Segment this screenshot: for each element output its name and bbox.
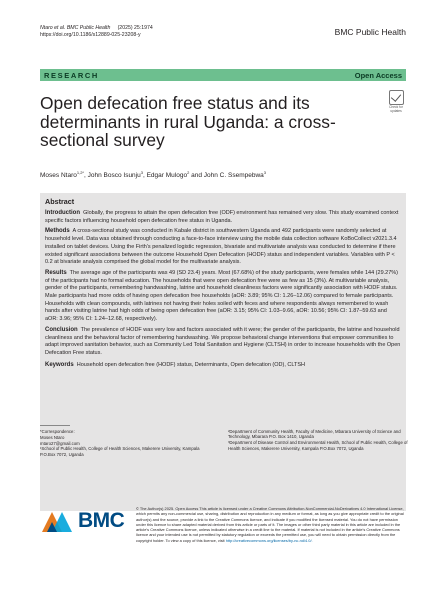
citation-header — [40, 25, 153, 39]
affiliation-2: ²Department of Community Health, Faculty of Medicine, Mbarara University of Science and Technology, Mbarara P.O. Box 1410, Uganda — [228, 428, 401, 440]
check-updates-icon — [389, 90, 404, 105]
article-title: Open defecation free status and its determinants in rural Uganda: a cross-sectional survey — [40, 93, 336, 150]
citation-author: Ntaro et al. BMC Public Health — [40, 25, 111, 31]
article-type-banner — [40, 69, 406, 81]
abstract-conclusion: Conclusion The prevalence of HODF was very low and factors associated with it were; the gender of the participants, the latrine and household cleanliness and the behavioral factor of remembering handwashing. We propose behavioral change interventions that empower communities to adapt improved sanitation behavior, such as Community Led Total Sanitation and Hygiene (CLTSH) in order to increase households with the Open Defecation Free status. — [45, 326, 401, 356]
author-name[interactable]: Edgar Mulogo — [146, 172, 188, 180]
abstract-box — [40, 193, 406, 511]
journal-name: BMC Public Health — [334, 27, 406, 37]
license-link[interactable]: http://creativecommons.org/licenses/by-nc-nd/4.0/. — [225, 537, 313, 543]
author-name[interactable]: Moses Ntaro — [40, 172, 77, 180]
correspondence-label: *Correspondence: — [40, 429, 75, 434]
correspondence-email[interactable]: mtaro27@gmail.com — [40, 440, 80, 446]
check-updates-badge[interactable] — [386, 90, 406, 113]
author-affil: 2 — [187, 170, 190, 175]
abstract-heading: Abstract — [45, 197, 75, 206]
abstract-results: Results The average age of the participants was 49 (SD 23.4) years. Most (67.68%) of the study participants, were females while 144 (29.27%) of the participants had no formal education. The households that were open defecation free were as few as 15 (3%). At multivariable analysis, gender of the participants, remembering handwashing, latrine and household cleanliness factors were significantly association with HODF status. Male participants had more odds of having open defecation free households (aOR: 3.89; 95% CI: 1.26–12.06) compared to female participants. Households with clean compounds, with latrines not having their holes soiled with feces and where respondents always remembered to wash hands after visiting latrine had high odds of being open defecation free (aOR: 3.15; 95% CI: 1.03–9.66, aOR: 10.56; 95% CI: 1.87–59.63 and aOR: 3.96; 95% CI: 1.24–12.68, respectively). — [45, 269, 398, 323]
author-list: Moses Ntaro$^{1,2*}$, John Bosco Isunju$^3$, Edgar Mulogo$^2$ and John C. Ssempebwa$^3$ — [40, 170, 266, 180]
correspondence-name: Moses Ntaro — [40, 434, 65, 440]
correspondence-footnote — [40, 425, 215, 458]
check-updates-label: Check for updates — [389, 105, 403, 113]
license-text: © The Author(s) 2025. Open Access This article is licensed under a Creative Commons Attribution-NonCommercial-NoDerivatives 4.0 International License, which permits any non-commercial use, sharing, distribution and reproduction in any medium or format, as long as you give appropriate credit to the original author(s) and the source, provide a link to the Creative Commons licence, and indicate if you modified the licensed material. You do not have permission under this licence to share adapted material derived from this article or parts of it. The images or other third party material in this article are included in the article’s Creative Commons licence, unless indicated otherwise in a credit line to the material. If material is not included in the article’s Creative Commons licence and your intended use is not permitted by statutory regulation or exceeds the permitted use, you will need to obtain permission directly from the copyright holder. To view a copy of this licence, visit — [136, 506, 404, 543]
author-affil: 3 — [263, 170, 266, 175]
author-name[interactable]: John Bosco Isunju — [87, 172, 141, 180]
author-name[interactable]: John C. Ssempebwa — [203, 172, 264, 180]
abstract-methods: Methods A cross-sectional study was conducted in Kabale district in southwestern Uganda and 492 participants were randomly selected at household level. Data was obtained through conducting a face-to-face interview using the mobile data collection software KoBoCollect v2021.3.4 installed on tablet devices. Using the Firth’s penalized logistic regression, bivariate and multivariate analysis was conducted to determine if there existed significant associations between the outcome Household Open Defecation (HODF) status and independent variables. Variables with P < 0.2 at bivariate analysis comprised the global model for the multivariate analysis. — [45, 228, 397, 266]
abstract-introduction: Introduction Globally, the progress to attain the open defecation free (ODF) environment has remained very slow. This study examined context specific factors influencing household open defecation free status in Uganda. — [45, 210, 399, 224]
affiliation-3: ³Department of Disease Control and Environmental Health, School of Public Health, College of Health Sciences, Makerere University, Kampala P.O.Box 7072, Uganda — [228, 440, 408, 451]
affiliation-1: ¹School of Public Health, College of Health Sciences, Makerere University, Kampala P.O.Box 7072, Uganda — [40, 446, 200, 458]
bmc-logo-text: BMC — [78, 509, 125, 532]
author-affil: 1,2* — [76, 170, 84, 175]
article-type-label: RESEARCH — [44, 70, 99, 80]
citation-year: (2025) 25:1974 — [117, 25, 153, 31]
affiliation-footnotes — [228, 425, 408, 452]
abstract-keywords: Keywords Household open defecation free (HODF) status, Determinants, Open defecation (OD), CLTSH — [45, 361, 306, 368]
author-affil: 3 — [140, 170, 143, 175]
open-access-label: Open Access — [354, 70, 402, 80]
license-statement — [136, 506, 408, 543]
doi-link[interactable]: https://doi.org/10.1186/s12889-025-23208-y — [40, 32, 141, 38]
